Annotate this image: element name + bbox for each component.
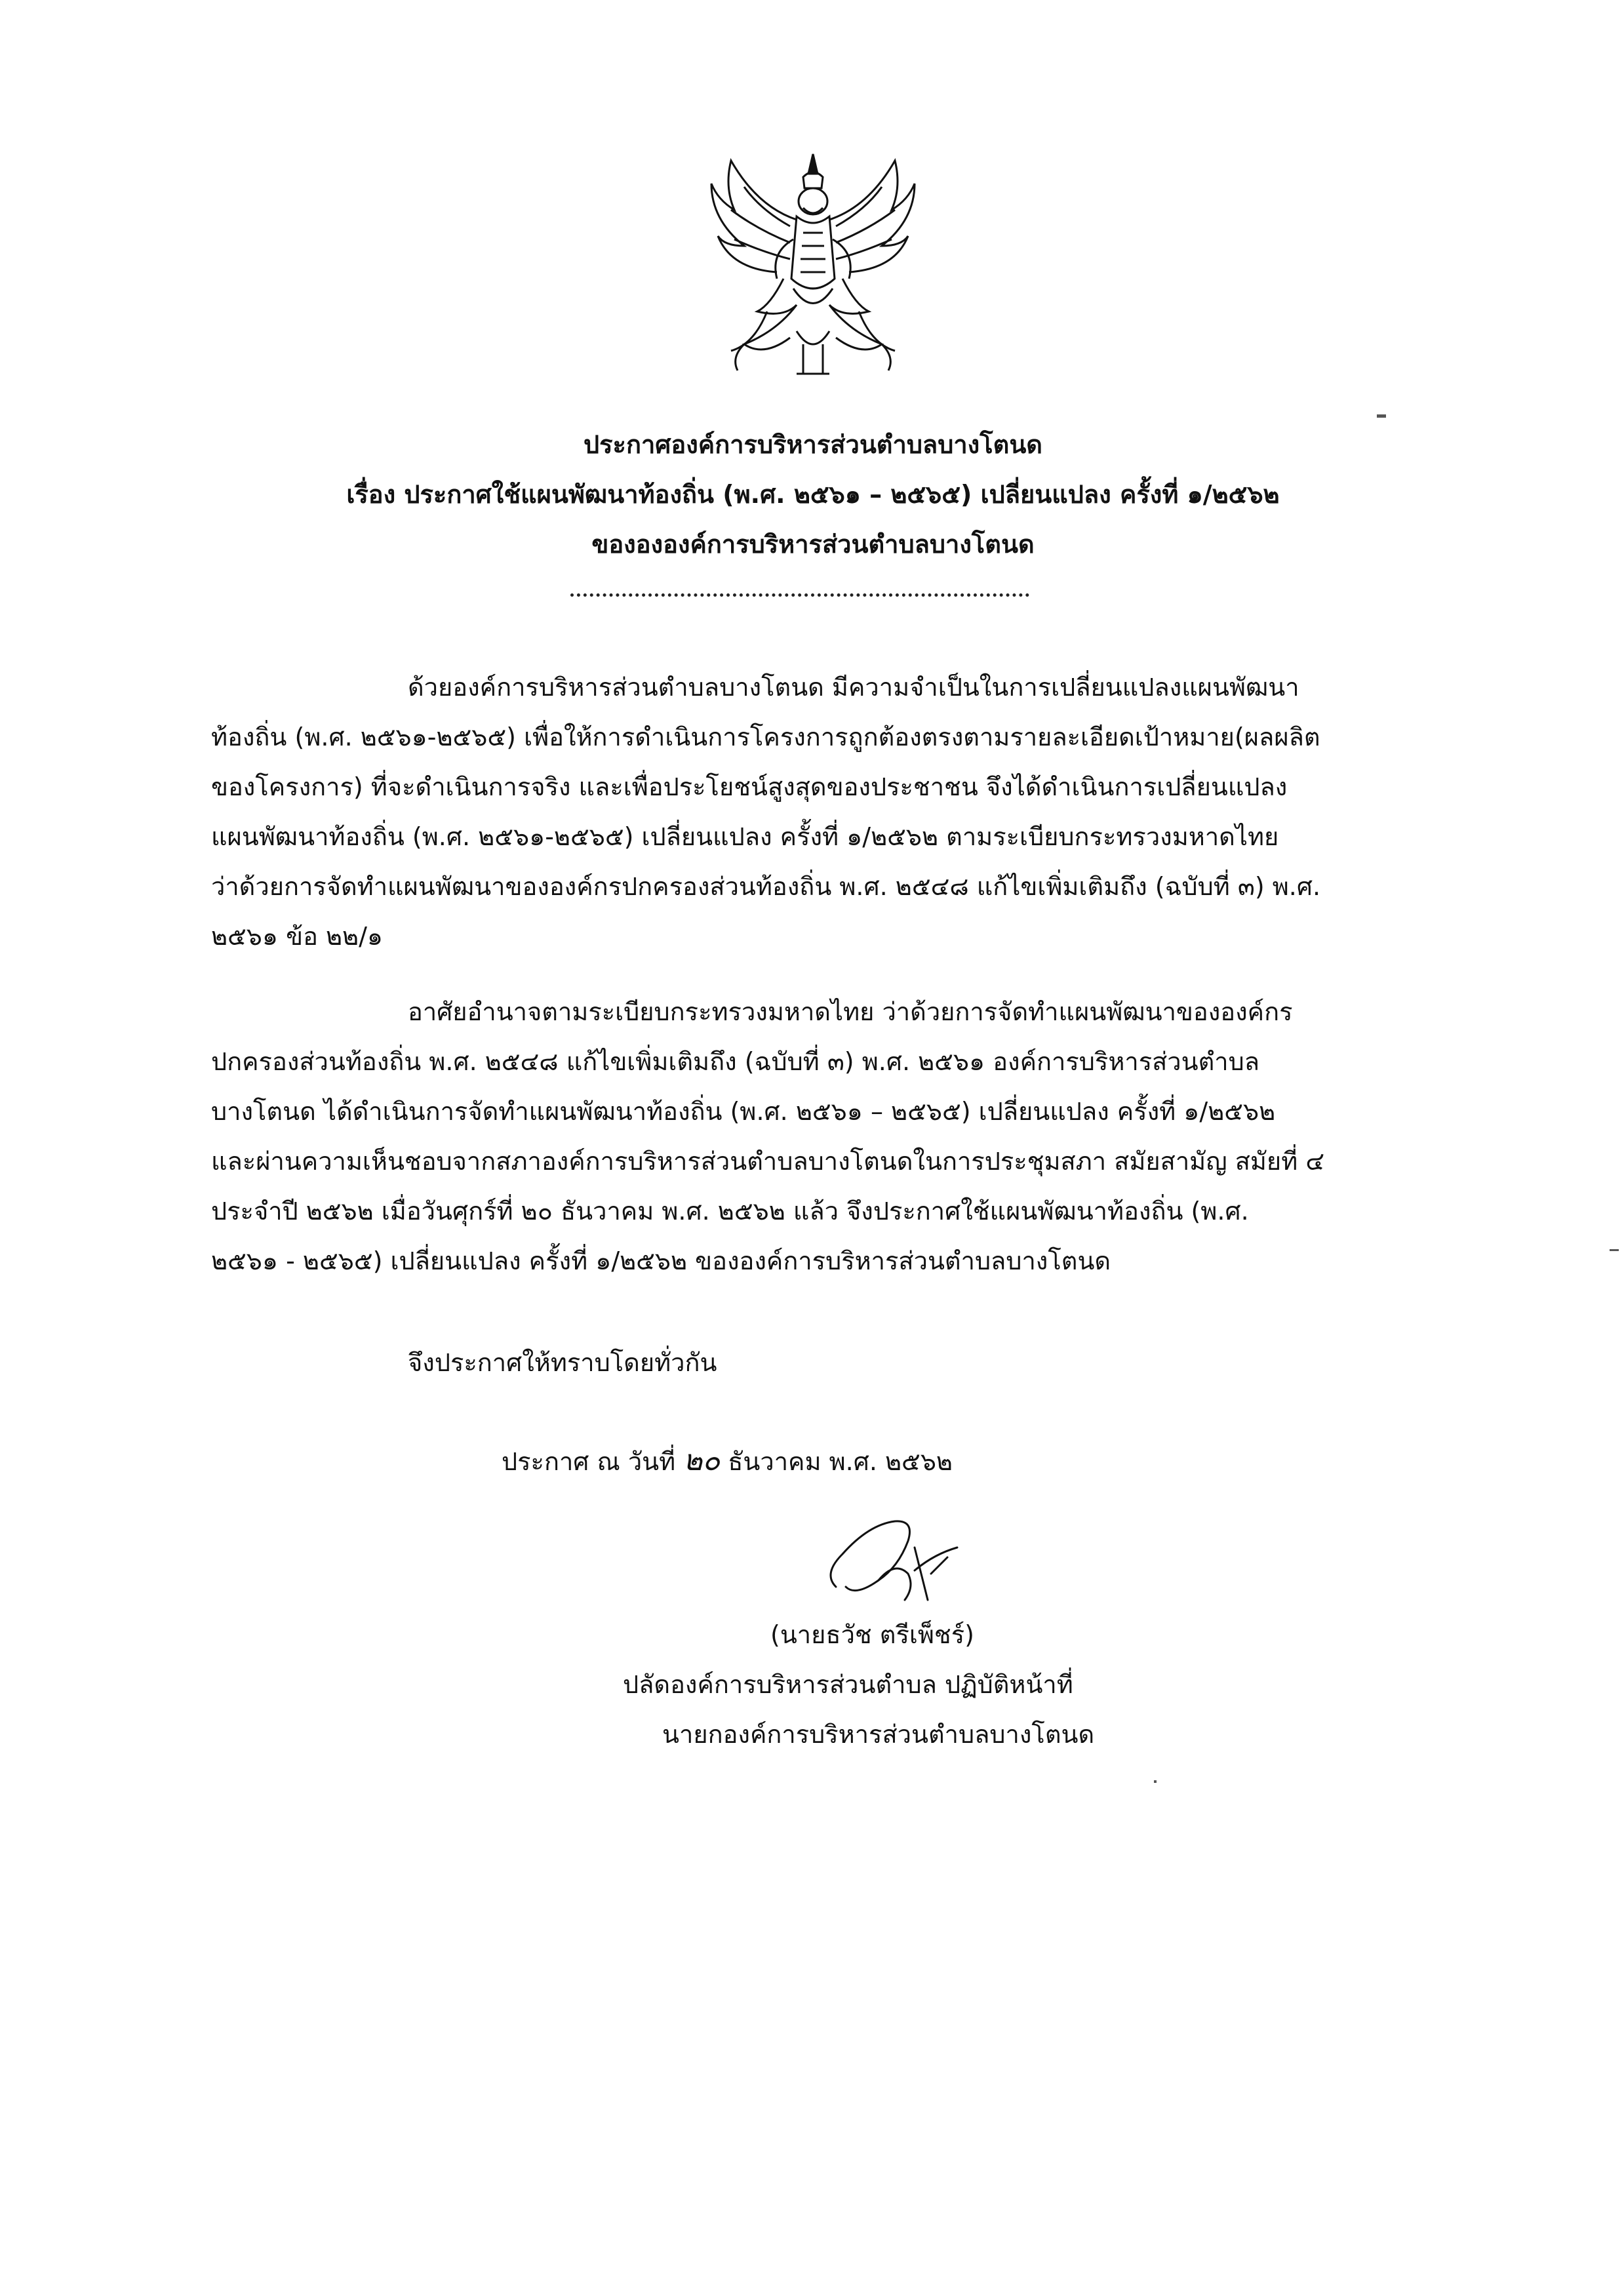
paragraph-line: ๒๕๖๑ ข้อ ๒๒/๑ bbox=[211, 922, 384, 951]
paragraph-line: ด้วยองค์การบริหารส่วนตำบลบางโตนด มีความจำเป็นในการเปลี่ยนแปลงแผนพัฒนา bbox=[408, 673, 1299, 702]
paragraph-line: ท้องถิ่น (พ.ศ. ๒๕๖๑-๒๕๖๕) เพื่อให้การดำเนินการโครงการถูกต้องตรงตามรายละเอียดเป้าหมาย(ผลผลิต bbox=[211, 723, 1320, 751]
signer-name: (นายธวัช ตรีเพ็ชร์) bbox=[770, 1620, 974, 1649]
paragraph-line: บางโตนด ได้ดำเนินการจัดทำแผนพัฒนาท้องถิ่น (พ.ศ. ๒๕๖๑ – ๒๕๖๕) เปลี่ยนแปลง ครั้งที่ ๑/๒๕๖๒ bbox=[211, 1097, 1276, 1126]
signer-acting-position: นายกองค์การบริหารส่วนตำบลบางโตนด bbox=[662, 1720, 1095, 1749]
handwritten-signature-icon bbox=[816, 1508, 987, 1606]
paragraph-line: อาศัยอำนาจตามระเบียบกระทรวงมหาดไทย ว่าด้วยการจัดทำแผนพัฒนาขององค์กร bbox=[408, 997, 1293, 1026]
announcement-title: ประกาศองค์การบริหารส่วนตำบลบางโตนด bbox=[584, 430, 1042, 459]
paragraph-line: ว่าด้วยการจัดทำแผนพัฒนาขององค์กรปกครองส่วนท้องถิ่น พ.ศ. ๒๕๔๘ แก้ไขเพิ่มเติมถึง (ฉบับที่ ๓) พ.ศ. bbox=[211, 872, 1321, 901]
garuda-emblem-icon bbox=[705, 148, 921, 384]
body-paragraph-2 bbox=[211, 987, 1398, 1286]
handwritten-day: ๒๐ bbox=[683, 1444, 721, 1477]
signer-block bbox=[623, 1610, 1213, 1759]
dotted-divider bbox=[570, 593, 1029, 597]
scan-mark bbox=[1610, 1249, 1619, 1251]
body-paragraph-1 bbox=[211, 662, 1398, 961]
scan-mark bbox=[1377, 414, 1386, 418]
date-suffix: ธันวาคม พ.ศ. ๒๕๖๒ bbox=[720, 1447, 953, 1476]
closing-statement: จึงประกาศให้ทราบโดยทั่วกัน bbox=[408, 1348, 717, 1377]
date-prefix: ประกาศ ณ วันที่ bbox=[502, 1447, 684, 1476]
paragraph-line: ของโครงการ) ที่จะดำเนินการจริง และเพื่อประโยชน์สูงสุดของประชาชน จึงได้ดำเนินการเปลี่ยนแปลง bbox=[211, 772, 1288, 801]
paragraph-line: ประจำปี ๒๕๖๒ เมื่อวันศุกร์ที่ ๒๐ ธันวาคม พ.ศ. ๒๕๖๒ แล้ว จึงประกาศใช้แผนพัฒนาท้องถิ่น (พ.ศ. bbox=[211, 1197, 1249, 1226]
paragraph-line: แผนพัฒนาท้องถิ่น (พ.ศ. ๒๕๖๑-๒๕๖๕) เปลี่ยนแปลง ครั้งที่ ๑/๒๕๖๒ ตามระเบียบกระทรวงมหาดไทย bbox=[211, 822, 1279, 851]
scan-mark bbox=[1154, 1780, 1157, 1783]
signer-position: ปลัดองค์การบริหารส่วนตำบล ปฏิบัติหน้าที่ bbox=[623, 1670, 1073, 1699]
paragraph-line: ๒๕๖๑ - ๒๕๖๕) เปลี่ยนแปลง ครั้งที่ ๑/๒๕๖๒ ขององค์การบริหารส่วนตำบลบางโตนด bbox=[211, 1247, 1111, 1275]
announcement-date bbox=[502, 1436, 953, 1487]
announcement-subject: เรื่อง ประกาศใช้แผนพัฒนาท้องถิ่น (พ.ศ. ๒๕๖๑ – ๒๕๖๕) เปลี่ยนแปลง ครั้งที่ ๑/๒๕๖๒ bbox=[346, 480, 1280, 509]
paragraph-line: ปกครองส่วนท้องถิ่น พ.ศ. ๒๕๔๘ แก้ไขเพิ่มเติมถึง (ฉบับที่ ๓) พ.ศ. ๒๕๖๑ องค์การบริหารส่วนตำบล bbox=[211, 1047, 1260, 1076]
announcement-issuer: ของององค์การบริหารส่วนตำบลบางโตนด bbox=[591, 530, 1035, 559]
paragraph-line: และผ่านความเห็นชอบจากสภาองค์การบริหารส่วนตำบลบางโตนดในการประชุมสภา สมัยสามัญ สมัยที่ ๔ bbox=[211, 1147, 1325, 1176]
